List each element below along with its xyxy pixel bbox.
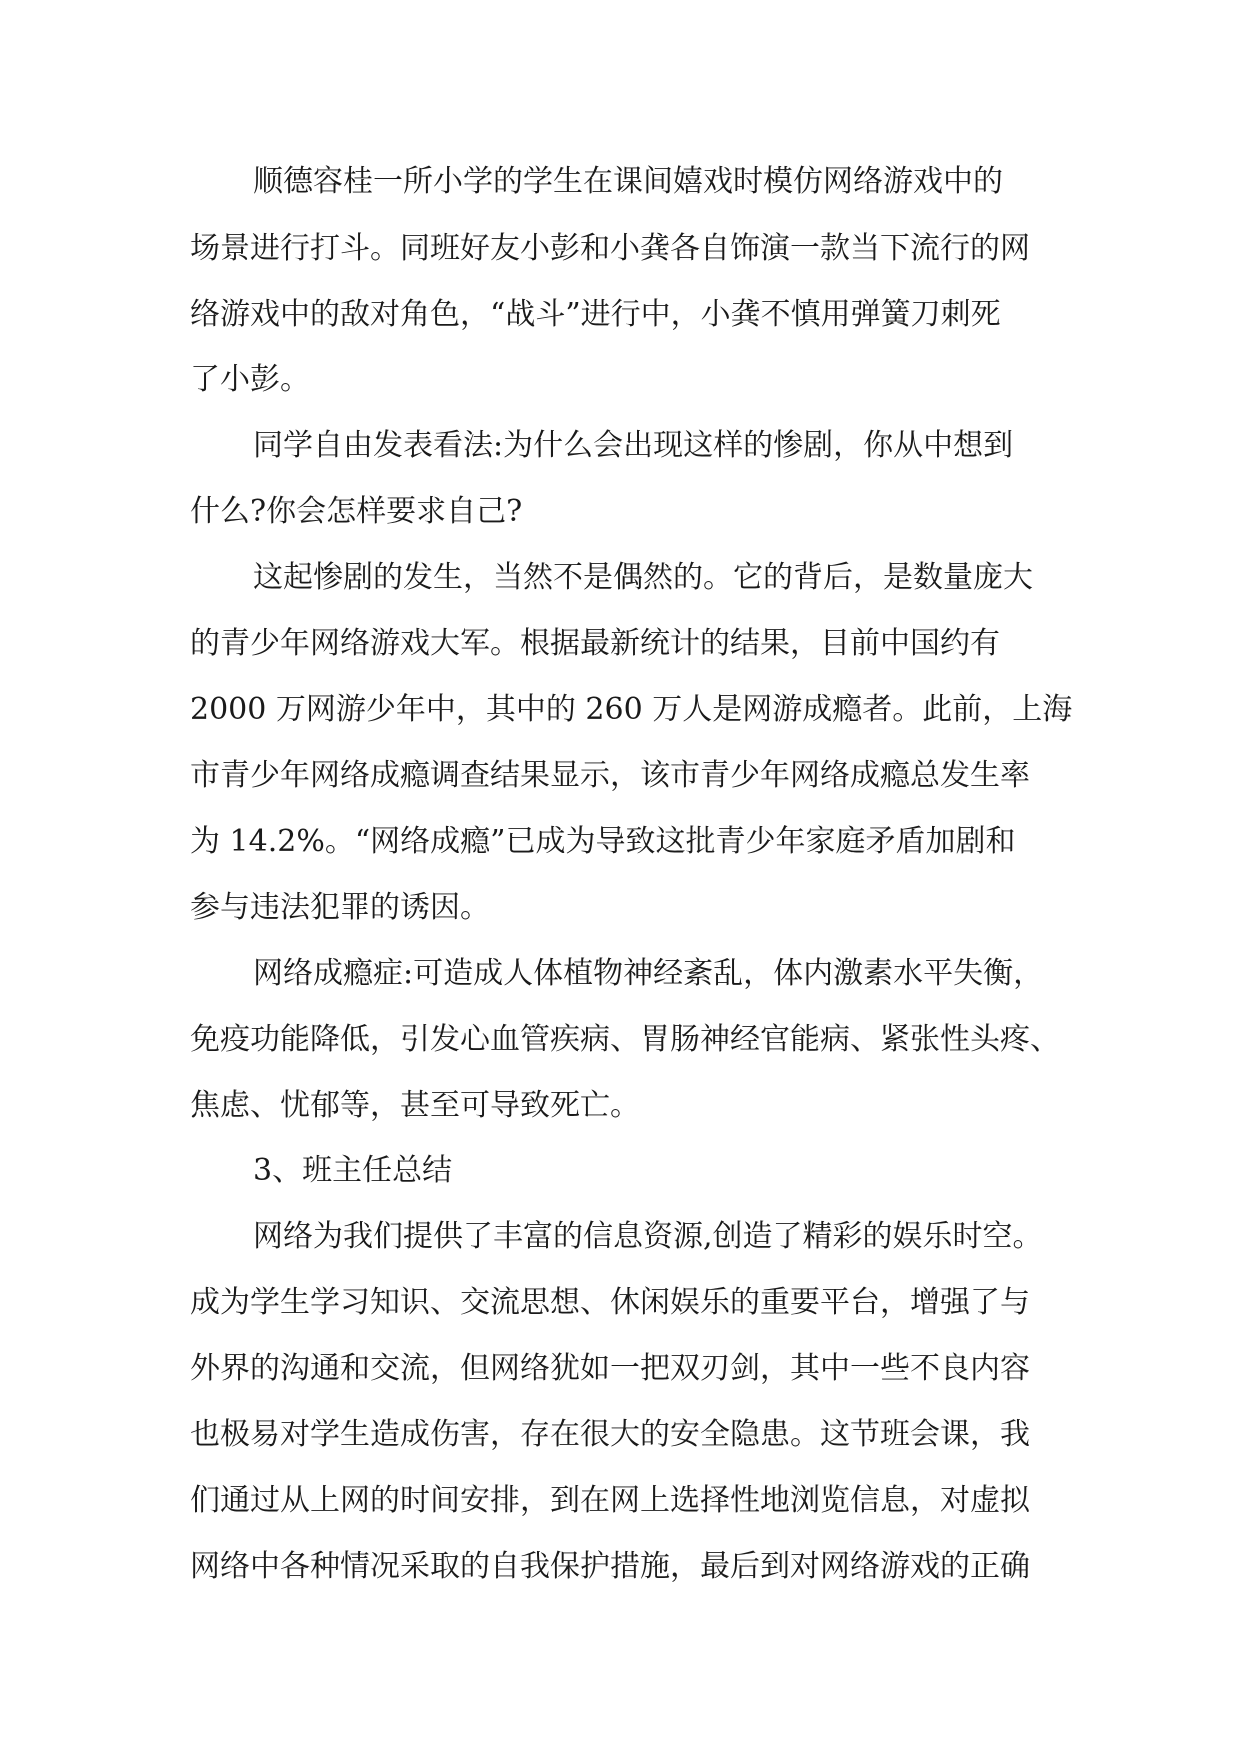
text-line: 同学自由发表看法:为什么会出现这样的惨剧，你从中想到 (253, 428, 1014, 463)
text-line: 也极易对学生造成伤害，存在很大的安全隐患。这节班会课，我 (190, 1417, 1030, 1452)
text-line: 成为学生学习知识、交流思想、休闲娱乐的重要平台，增强了与 (190, 1285, 1030, 1320)
text-line: 这起惨剧的发生，当然不是偶然的。它的背后，是数量庞大 (253, 560, 1033, 595)
text-line: 网络为我们提供了丰富的信息资源,创造了精彩的娱乐时空。 (253, 1219, 1043, 1254)
text-line: 参与违法犯罪的诱因。 (190, 890, 490, 925)
text-line: 为 14.2%。“网络成瘾”已成为导致这批青少年家庭矛盾加剧和 (190, 824, 1016, 859)
text-line: 市青少年网络成瘾调查结果显示，该市青少年网络成瘾总发生率 (190, 758, 1030, 793)
text-line: 什么?你会怎样要求自己? (190, 494, 523, 529)
text-line: 网络中各种情况采取的自我保护措施，最后到对网络游戏的正确 (190, 1549, 1030, 1584)
text-line: 网络成瘾症:可造成人体植物神经紊乱，体内激素水平失衡， (253, 956, 1044, 991)
text-line: 外界的沟通和交流，但网络犹如一把双刃剑，其中一些不良内容 (190, 1351, 1030, 1386)
text-line: 们通过从上网的时间安排，到在网上选择性地浏览信息，对虚拟 (190, 1483, 1030, 1518)
text-line: 了小彭。 (190, 362, 310, 397)
text-line: 的青少年网络游戏大军。根据最新统计的结果，目前中国约有 (190, 626, 1000, 661)
text-line: 场景进行打斗。同班好友小彭和小龚各自饰演一款当下流行的网 (190, 231, 1030, 266)
section-heading: 3、班主任总结 (253, 1153, 453, 1188)
text-line: 免疫功能降低，引发心血管疾病、胃肠神经官能病、紧张性头疼、 (190, 1022, 1060, 1057)
text-line: 顺德容桂一所小学的学生在课间嬉戏时模仿网络游戏中的 (253, 164, 1003, 199)
text-line: 2000 万网游少年中，其中的 260 万人是网游成瘾者。此前，上海 (190, 692, 1073, 727)
text-line: 络游戏中的敌对角色，“战斗”进行中，小龚不慎用弹簧刀刺死 (190, 297, 1001, 332)
text-line: 焦虑、忧郁等，甚至可导致死亡。 (190, 1088, 640, 1123)
